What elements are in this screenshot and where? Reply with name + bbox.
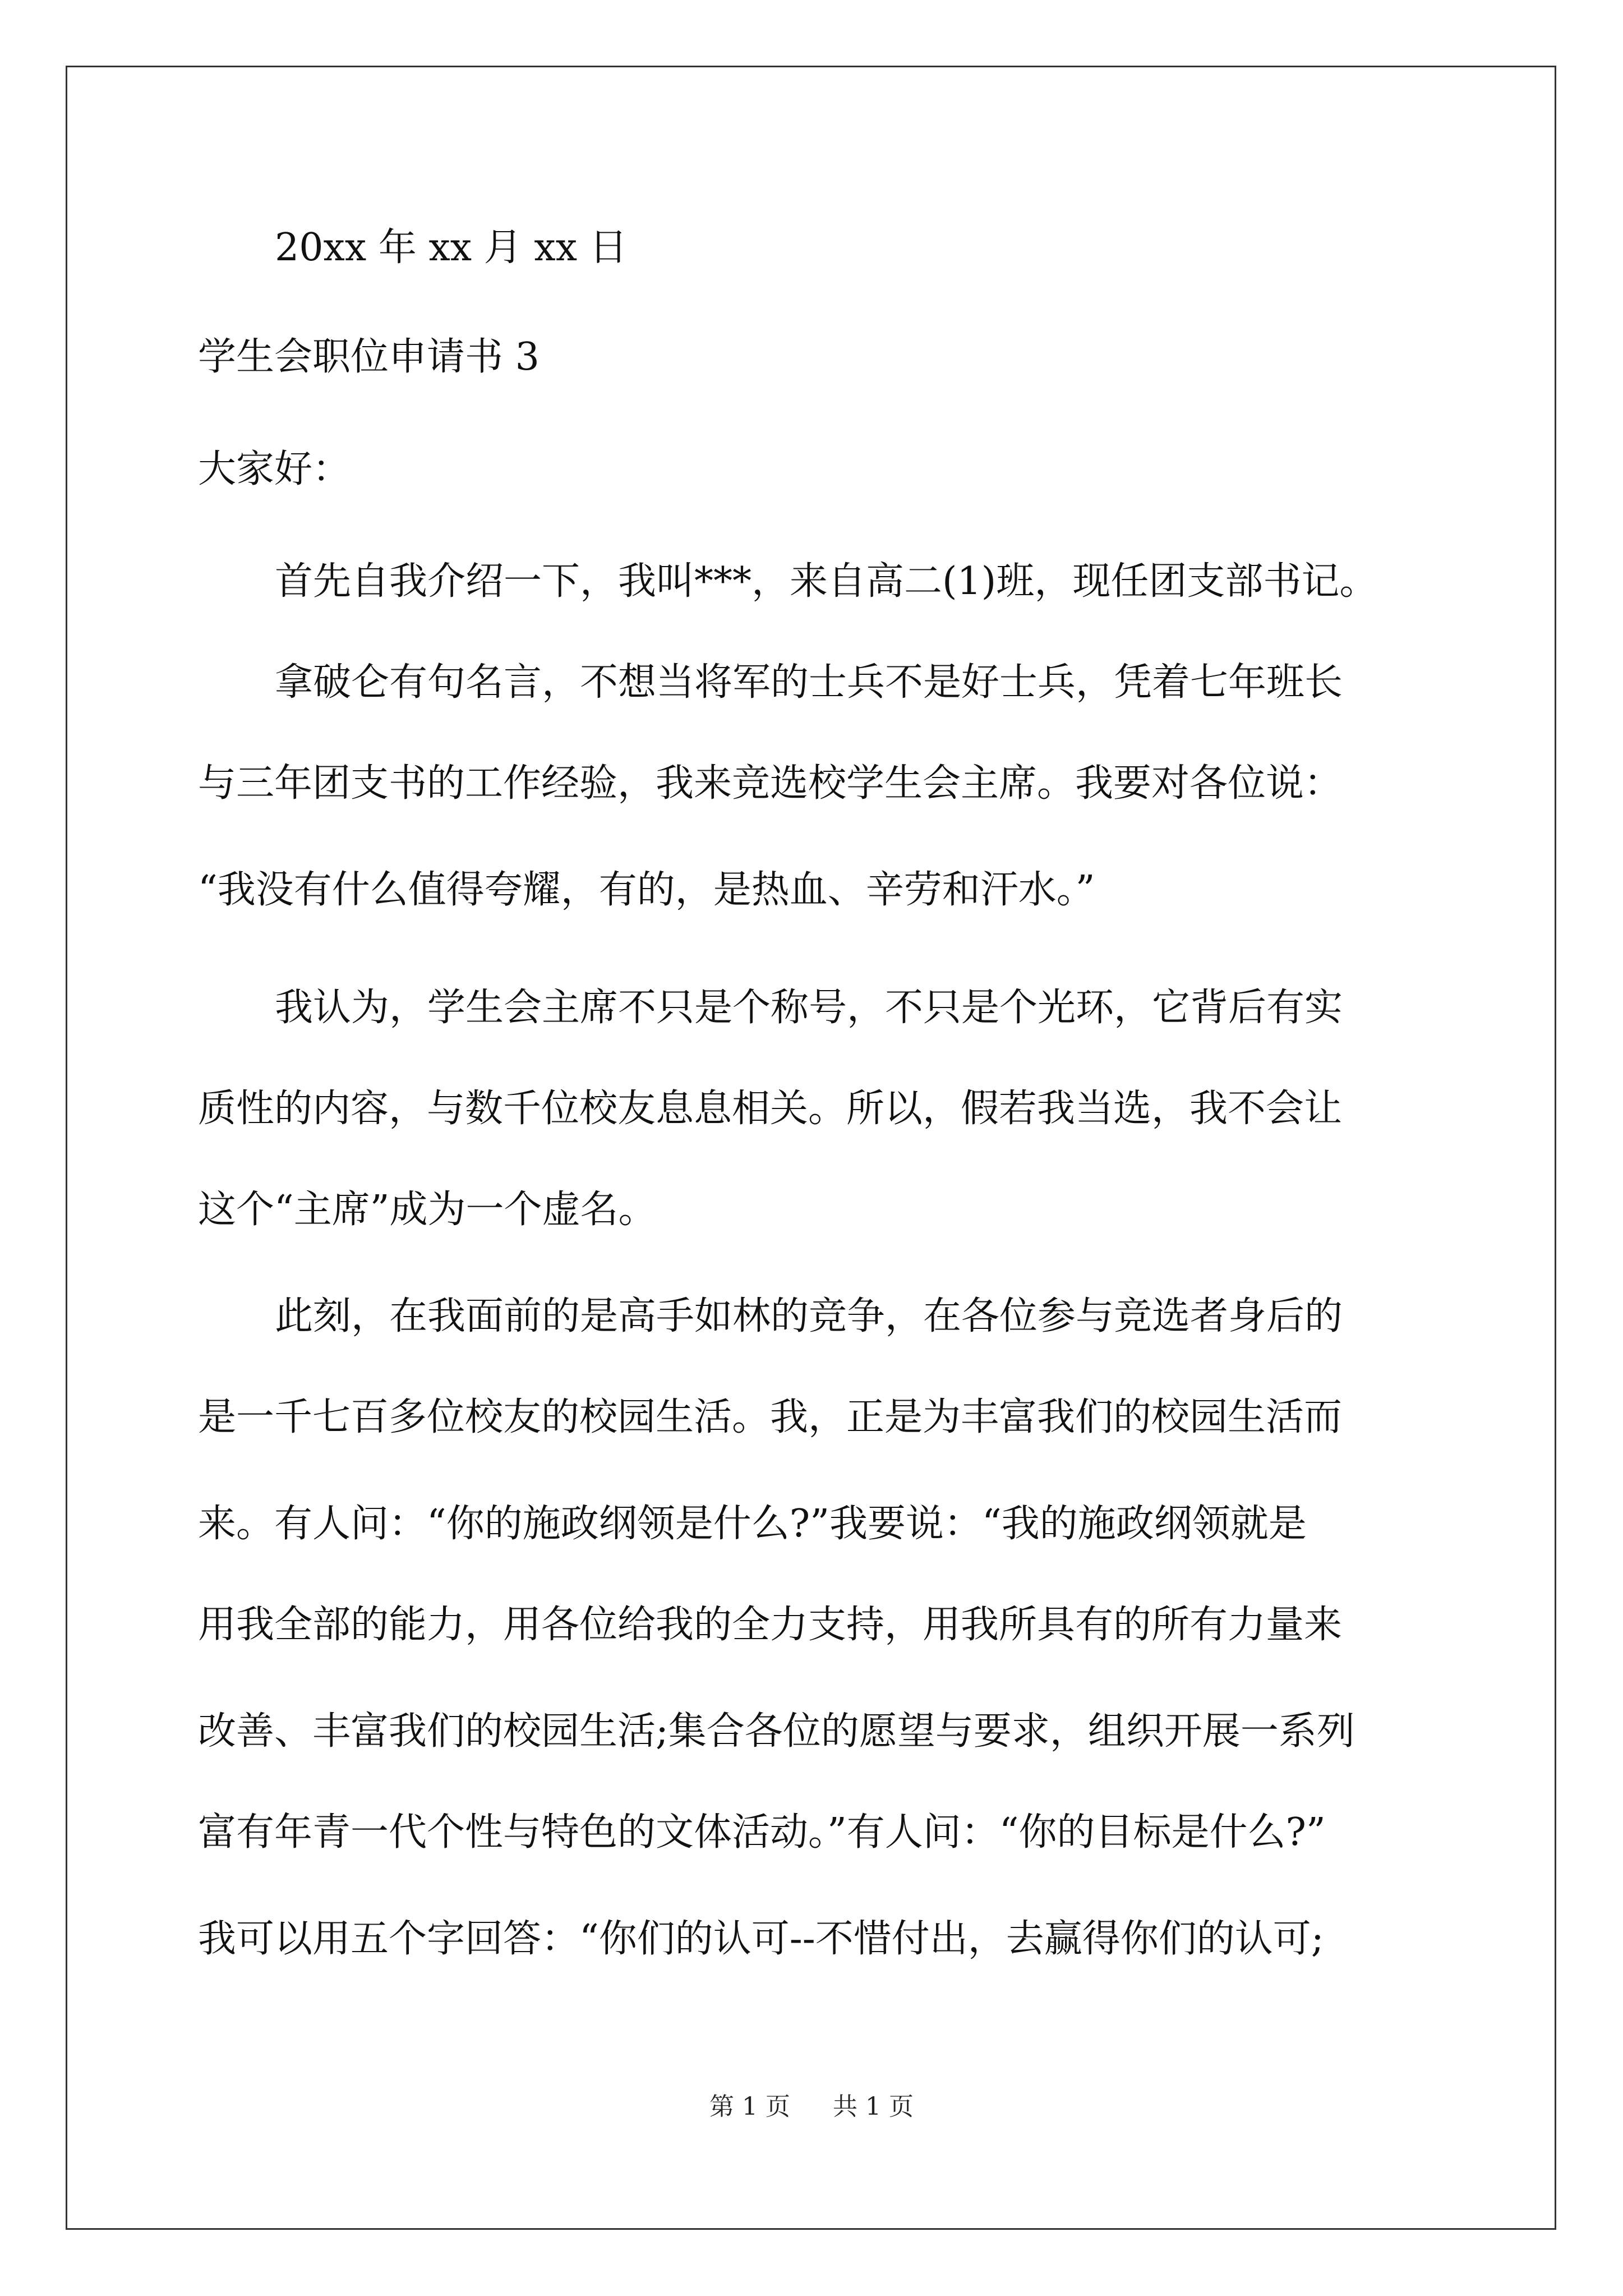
body-line: 用我全部的能力，用各位给我的全力支持，用我所具有的所有力量来 — [198, 1603, 1343, 1647]
body-line: 是一千七百多位校友的校园生活。我，正是为丰富我们的校园生活而 — [198, 1395, 1343, 1439]
page-footer — [0, 2091, 1623, 2123]
body-line: 此刻，在我面前的是高手如林的竞争，在各位参与竞选者身后的 — [275, 1294, 1343, 1338]
body-line: 首先自我介绍一下，我叫***，来自高二(1)班，现任团支部书记。 — [275, 559, 1378, 604]
body-line: “我没有什么值得夸耀，有的，是热血、辛劳和汗水。” — [198, 868, 1095, 912]
page-total: 共 1 页 — [833, 2092, 914, 2121]
document-title: 学生会职位申请书 3 — [198, 335, 540, 379]
body-line: 改善、丰富我们的校园生活;集合各位的愿望与要求，组织开展一系列 — [198, 1709, 1355, 1754]
body-line: 来。有人问：“你的施政纲领是什么?”我要说：“我的施政纲领就是 — [198, 1502, 1307, 1546]
body-line: 我可以用五个字回答：“你们的认可--不惜付出，去赢得你们的认可; — [198, 1917, 1324, 1961]
page-border — [66, 66, 1556, 2230]
body-line: 与三年团支书的工作经验，我来竞选校学生会主席。我要对各位说： — [198, 761, 1343, 806]
page-number: 第 1 页 — [709, 2092, 790, 2121]
body-line: 这个“主席”成为一个虚名。 — [198, 1188, 657, 1232]
body-line: 质性的内容，与数千位校友息息相关。所以，假若我当选，我不会让 — [198, 1087, 1343, 1131]
body-line: 富有年青一代个性与特色的文体活动。”有人问：“你的目标是什么?” — [198, 1810, 1326, 1855]
body-line: 我认为，学生会主席不只是个称号，不只是个光环，它背后有实 — [275, 986, 1343, 1030]
salutation: 大家好： — [198, 447, 351, 491]
body-line: 拿破仑有句名言，不想当将军的士兵不是好士兵，凭着七年班长 — [275, 660, 1343, 705]
date-line: 20xx 年 xx 月 xx 日 — [275, 226, 628, 270]
